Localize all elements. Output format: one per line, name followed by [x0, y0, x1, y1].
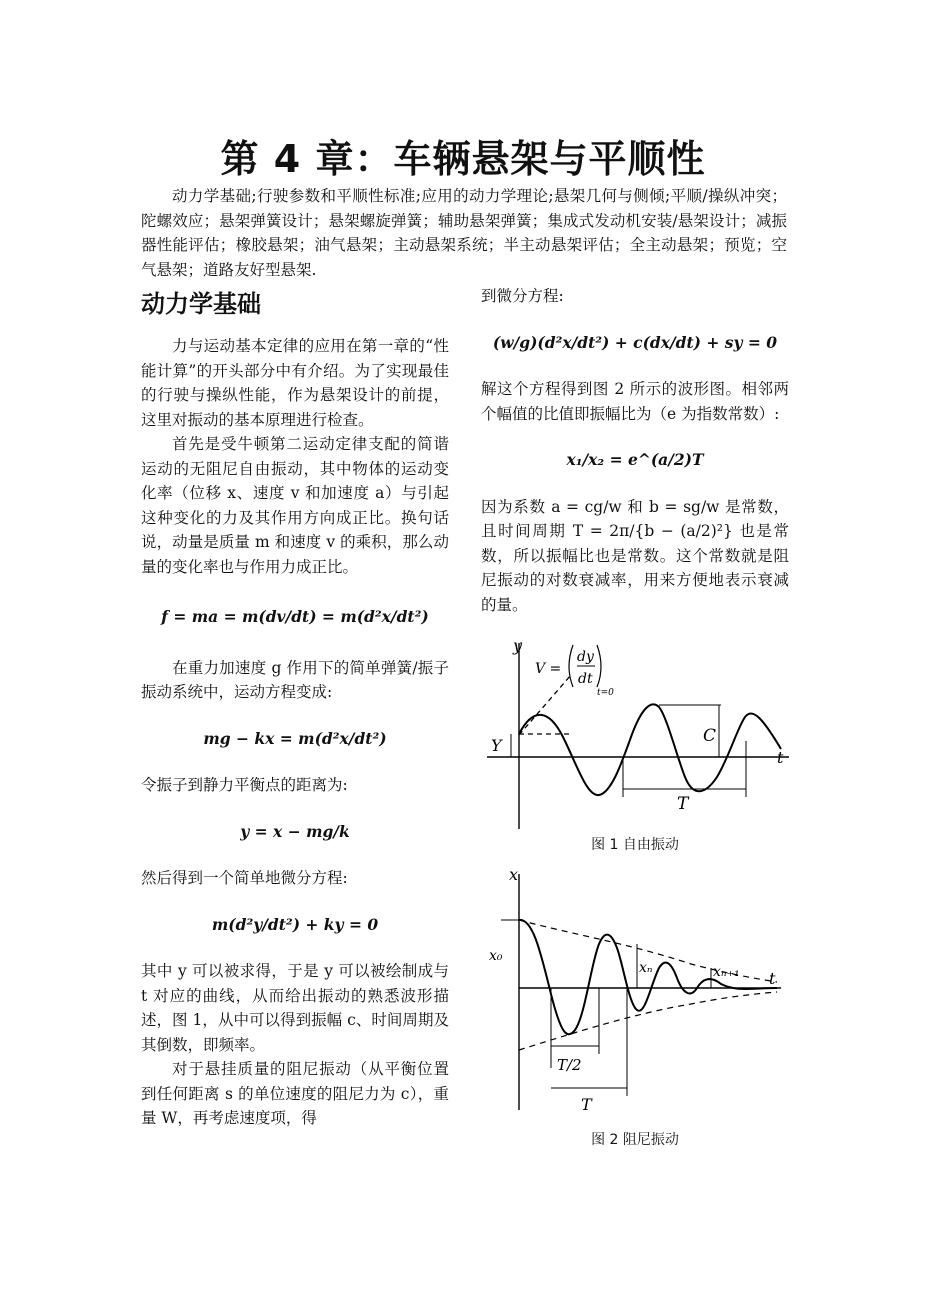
tangent-line	[519, 675, 571, 735]
chapter-intro: 动力学基础;行驶参数和平顺性标准;应用的动力学理论;悬架几何与侧倾;平顺/操纵冲突；陀螺效应；悬架弹簧设计；悬架螺旋弹簧；辅助悬架弹簧；集成式发动机安装/悬架设计；减振器性能评估；橡胶悬架；油气悬架；主动悬架系统；半主动悬架评估；全主动悬架；预览；空气悬架；道路友好型悬架.	[141, 187, 787, 279]
left-column	[141, 286, 449, 1131]
section-heading: 动力学基础	[141, 290, 261, 318]
paragraph-1: 力与运动基本定律的应用在第一章的“性能计算”的开头部分中有介绍。为了实现最佳的行驶与操纵性能，作为悬架设计的前提，这里对振动的基本原理进行检查。	[141, 337, 449, 429]
figure-free-vibration	[481, 637, 789, 833]
equation-5: (w/g)(d²x/dt²) + c(dx/dt) + sy = 0	[492, 332, 778, 352]
figure-damped-vibration	[481, 864, 789, 1120]
x0-label: x₀	[489, 947, 503, 964]
figure-2-caption: 图 2 阻尼振动	[591, 1131, 679, 1148]
equation-4: m(d²y/dt²) + ky = 0	[211, 914, 379, 934]
paragraph-8: 到微分方程:	[481, 287, 564, 305]
figure-1-caption: 图 1 自由振动	[591, 837, 679, 853]
equation-6: x₁/x₂ = e^(a/2)T	[566, 450, 704, 469]
half-period-label: T/2	[557, 1055, 582, 1074]
equation-3: y = x − mg/k	[240, 821, 350, 841]
v-label: V =	[535, 661, 562, 677]
equation-1: f = ma = m(dv/dt) = m(d²x/dt²)	[161, 607, 429, 626]
paragraph-7: 对于悬挂质量的阻尼振动（从平衡位置到任何距离 s 的单位速度的阻尼力为 c），重量 W，再考虑速度项，得	[141, 1060, 449, 1127]
t0-label: t=0	[597, 688, 614, 698]
paragraph-2: 首先是受牛顿第二运动定律支配的简谐运动的无阻尼自由振动，其中物体的运动变化率（位移 x、速度 v 和加速度 a）与引起这种变化的力及其作用方向成正比。换句话说，动量是质量 m 和速度 v 的乘积，那么动量的变化率也与作用力成正比。	[141, 435, 449, 576]
dy-label: dy	[577, 649, 594, 665]
x-axis-label: x	[509, 864, 519, 884]
wave-curve	[519, 704, 781, 795]
right-column	[481, 284, 789, 1152]
paragraph-10: 因为系数 a = cg/w 和 b = sg/w 是常数，且时间周期 T = 2π/{b − (a/2)²} 也是常数，所以振幅比也是常数。这个常数就是阻尼振动的对数衰减率，用来方便地表示衰减的量。	[481, 497, 789, 614]
paragraph-6: 其中 y 可以被求得，于是 y 可以被绘制成与 t 对应的曲线，从而给出振动的熟悉波形描述，图 1，从中可以得到振幅 c、时间周期及其倒数，即频率。	[141, 962, 449, 1054]
xn1-label: xₙ₊₁	[713, 963, 740, 980]
equation-2: mg − kx = m(d²x/dt²)	[203, 728, 387, 748]
paragraph-3: 在重力加速度 g 作用下的简单弹簧/振子振动系统中，运动方程变成:	[141, 658, 449, 701]
paragraph-4: 令振子到静力平衡点的距离为:	[141, 776, 348, 794]
envelope-lower	[519, 992, 777, 1050]
page-title: 第 4 章：车辆悬架与平顺性	[220, 137, 706, 181]
t-axis-label: t	[777, 748, 784, 767]
y-axis-label: y	[513, 637, 523, 655]
dt-label: dt	[578, 671, 593, 687]
period-label: T	[581, 1094, 592, 1114]
y-amp-label: Y	[491, 736, 502, 755]
c-label: C	[703, 726, 717, 746]
xn-label: xₙ	[639, 959, 653, 976]
paragraph-9: 解这个方程得到图 2 所示的波形图。相邻两个幅值的比值即振幅比为（e 为指数常数）:	[481, 380, 789, 423]
t-axis-label: t	[769, 968, 776, 988]
period-label: T	[677, 794, 689, 814]
paragraph-5: 然后得到一个简单地微分方程:	[141, 869, 348, 887]
